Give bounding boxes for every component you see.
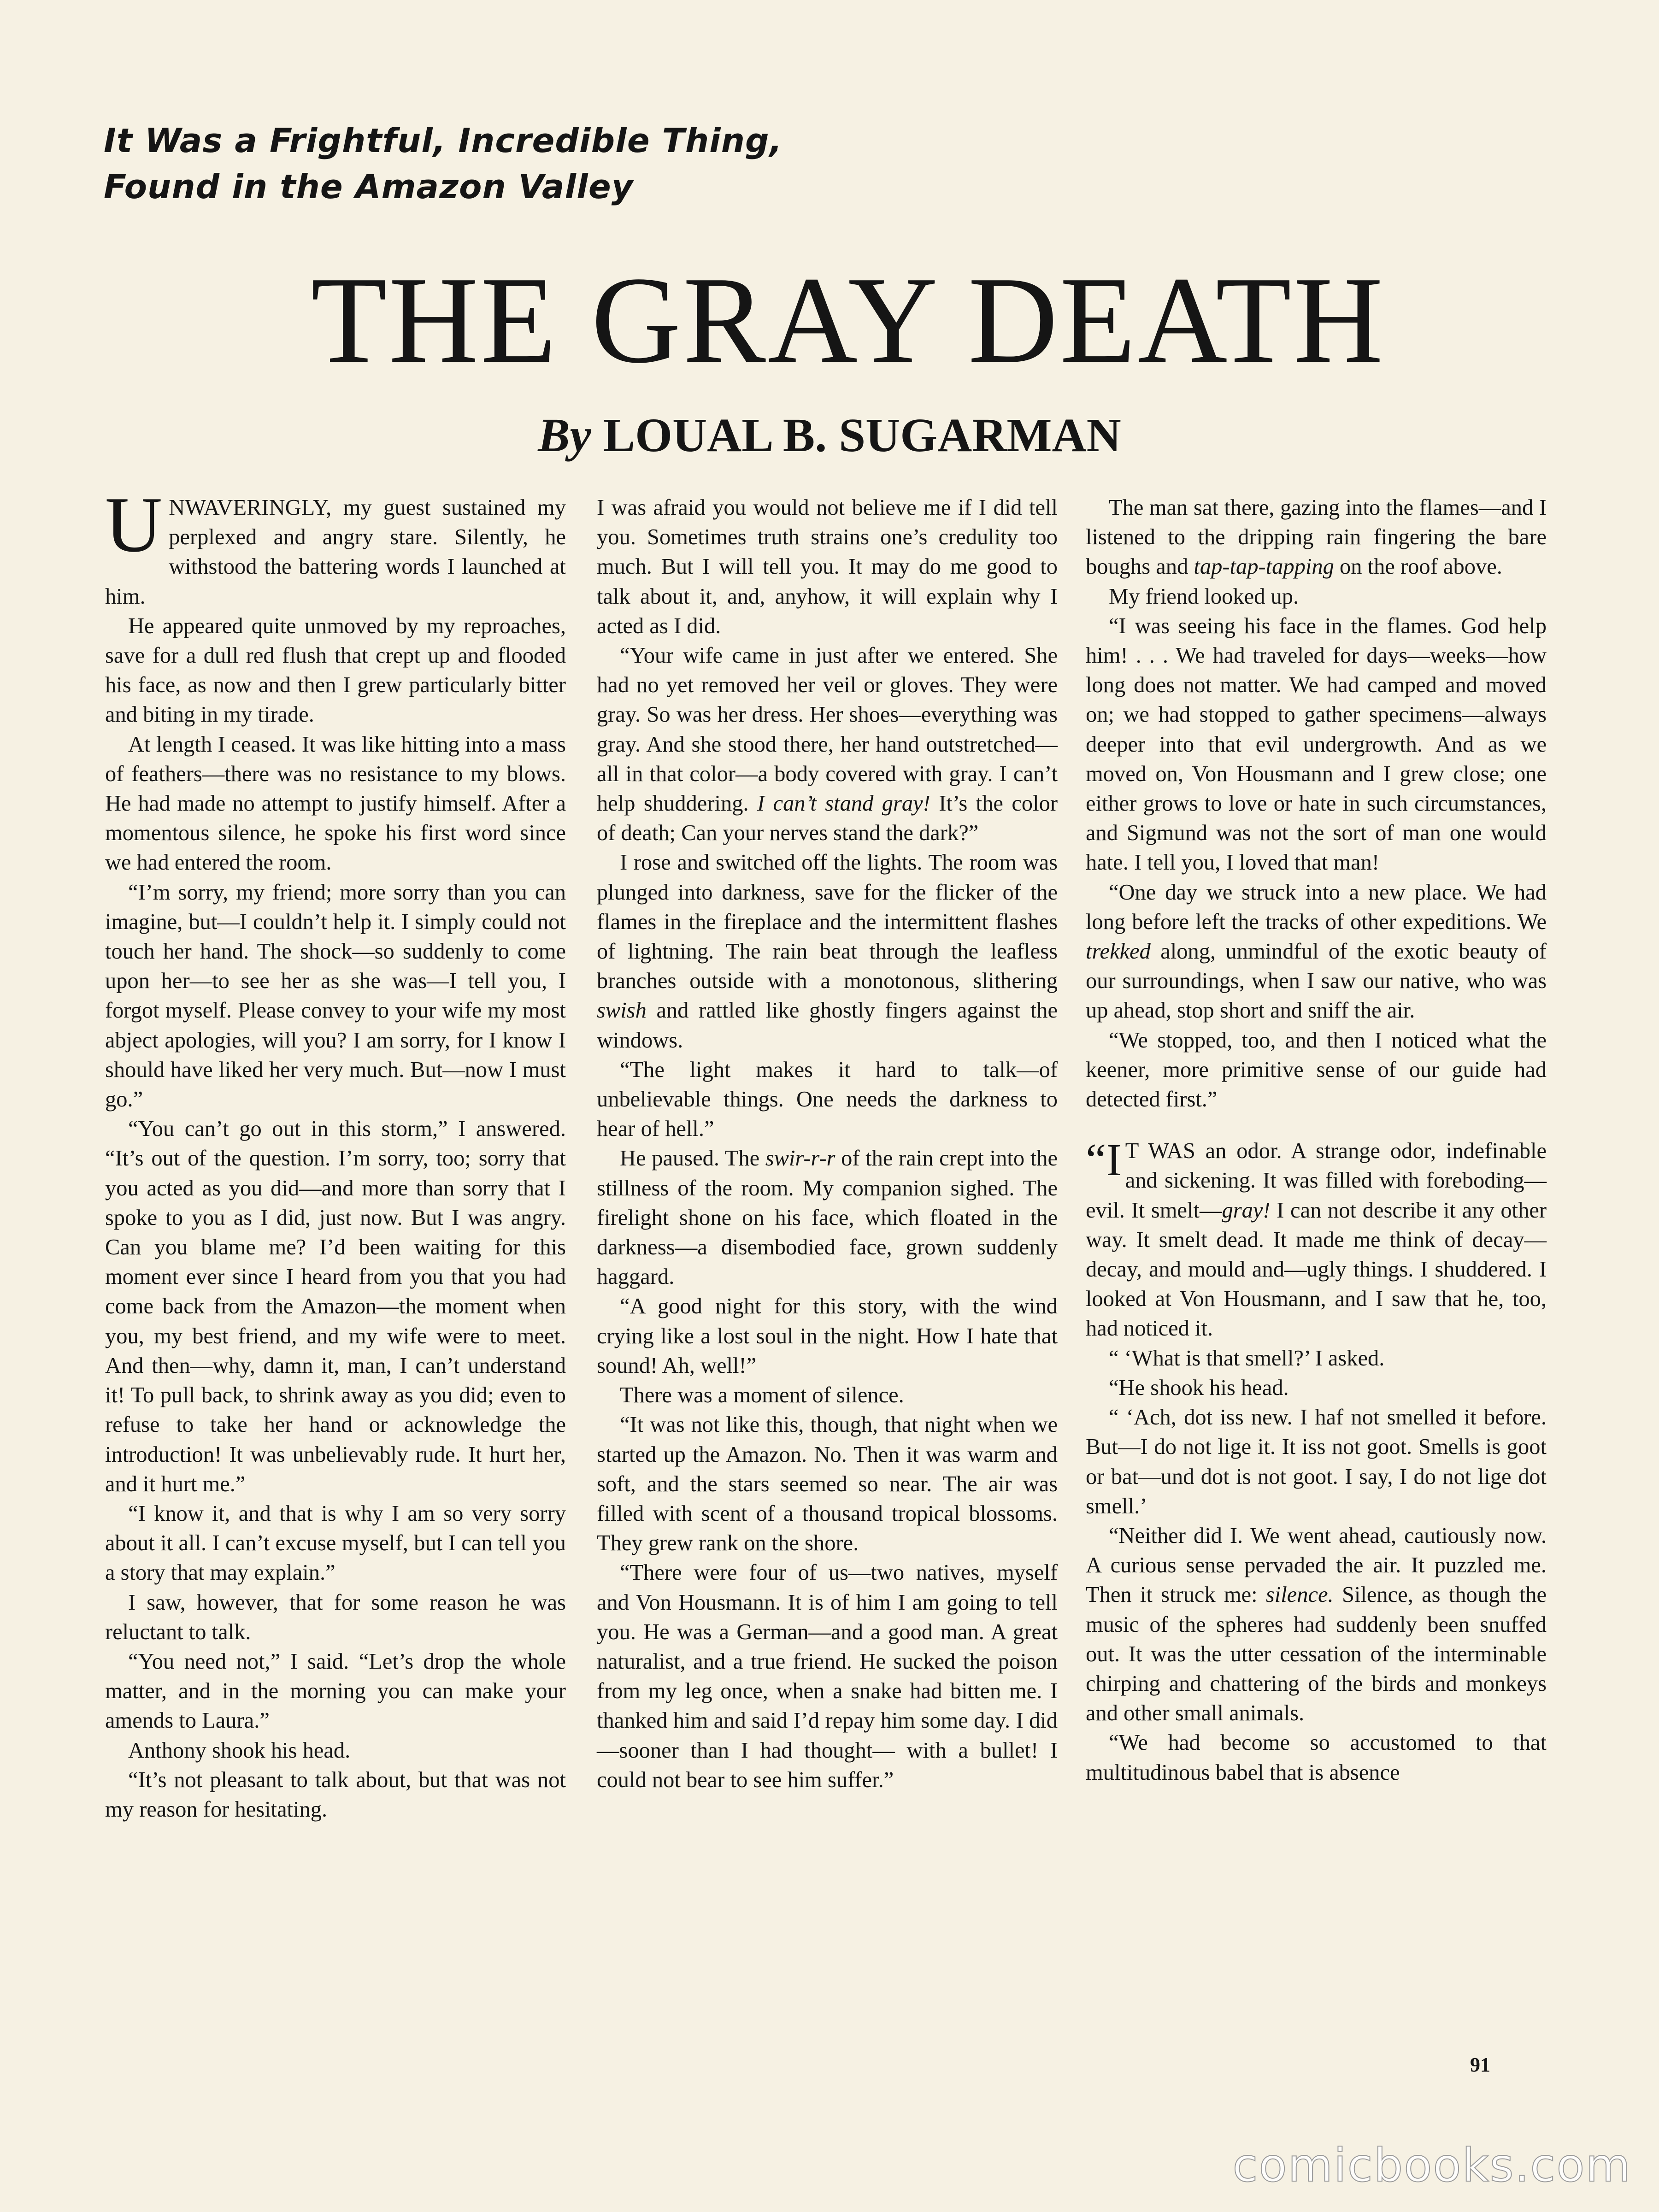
paragraph-text: The man sat there, gazing into the flames—and I listened to the dripping rain fingering the bare boughs and	[1086, 495, 1547, 579]
paragraph-text: T WAS an odor. A strange odor, indefinable and sickening. It was filled with foreboding—evil. It smelt—	[1086, 1139, 1547, 1223]
paragraph: Anthony shook his head.	[128, 1738, 351, 1763]
emphasis-text: silence.	[1265, 1583, 1334, 1607]
byline	[415, 406, 1244, 465]
paragraph: I saw, however, that for some reason he was reluctant to talk.	[105, 1590, 566, 1644]
paragraph-text: He paused. The	[620, 1146, 765, 1171]
paragraph	[1086, 1521, 1547, 1728]
drop-cap: “I	[1086, 1134, 1122, 1186]
paragraph: “He shook his head.	[1109, 1375, 1289, 1400]
paragraph: I was afraid you would not believe me if I did tell you. Sometimes truth strains one’s credulity too much. But I will tell you. It may do me good to talk about it, and, anyhow, it will explain why I acted as I did.	[597, 495, 1058, 638]
paragraph: “ ‘What is that smell?’ I asked.	[1109, 1346, 1385, 1371]
paragraph-text: “Neither did I. We went ahead, cautiously now. A curious sense pervaded the air. It puzzled me. Then it struck me:	[1086, 1523, 1547, 1607]
emphasis-text: swir-r-r	[765, 1146, 835, 1171]
paragraph-text: I rose and switched off the lights. The room was plunged into darkness, save for the flicker of the flames in the fireplace and the intermittent flashes of lightning. The rain beat through the leafless branches outside with a monotonous, slithering	[597, 850, 1058, 994]
paragraph: “A good night for this story, with the wind crying like a lost soul in the night. How I hate that sound! Ah, well!”	[597, 1294, 1058, 1378]
emphasis-text: tap-tap-tapping	[1194, 554, 1334, 579]
paragraph: “I was seeing his face in the flames. God help him! . . . We had traveled for days—weeks—how long does not matter. We had camped and moved on; we had stopped to gather specimens—always deeper into that evil undergrowth. And as we moved on, Von Housmann and I grew close; one either grows to love or hate in such circumstances, and Sigmund was not the sort of man one would hate. I tell you, I loved that man!	[1086, 613, 1547, 875]
paragraph	[597, 1144, 1058, 1292]
paragraph-text: I can not describe it any other way. It smelt dead. It made me think of decay—decay, and mould and—ugly things. I shuddered. I looked at Von Housmann, and I saw that he, too, had noticed it.	[1086, 1198, 1547, 1341]
paragraph-text: “One day we struck into a new place. We had long before left the tracks of other expeditions. We	[1086, 880, 1547, 934]
page-number: 91	[1470, 2053, 1490, 2076]
paragraph: There was a moment of silence.	[620, 1383, 904, 1408]
byline-author: LOUAL B. SUGARMAN	[603, 409, 1121, 462]
paragraph: He appeared quite unmoved by my reproaches, save for a dull red flush that crept up and flooded his face, as now and then I grew particularly bitter and biting in my tirade.	[105, 613, 566, 727]
paragraph	[597, 641, 1058, 848]
emphasis-text: trekked	[1086, 939, 1151, 964]
paragraph-text: on the roof above.	[1334, 554, 1502, 579]
paragraph	[1086, 1136, 1547, 1343]
paragraph: “You can’t go out in this storm,” I answered. “It’s out of the question. I’m sorry, too; sorry that you acted as you did—and more than sorry that I spoke to you as I did, just now. But I was angry. Can you blame me? I’d been waiting for this moment ever since I heard from you that you had come back from the Amazon—the moment when you, my best friend, and my wife were to meet. And then—why, damn it, man, I can’t understand it! To pull back, to shrink away as you did; even to refuse to take her hand or acknowledge the introduction! It was unbelievably rude. It hurt her, and it hurt me.”	[105, 1117, 566, 1496]
paragraph: “We stopped, too, and then I noticed what the keener, more primitive sense of our guide had detected first.”	[1086, 1028, 1547, 1112]
emphasis-text: gray!	[1222, 1198, 1271, 1223]
kicker-line-1: It Was a Frightful, Incredible Thing,	[104, 121, 782, 160]
paragraph	[597, 848, 1058, 1055]
kicker-line-2: Found in the Amazon Valley	[104, 167, 634, 206]
paragraph	[105, 481, 566, 612]
paragraph-text: and rattled like ghostly fingers against the windows.	[597, 998, 1058, 1053]
text-column-2	[597, 493, 1058, 1795]
paragraph-text: It’s the color of death; Can your nerves stand the dark?”	[597, 791, 1058, 846]
paragraph: “You need not,” I said. “Let’s drop the whole matter, and in the morning you can make your amends to Laura.”	[105, 1649, 566, 1733]
paragraph: “ ‘Ach, dot iss new. I haf not smelled it before. But—I do not lige it. It iss not goot. Smells is goot or bat—und dot is not goot. I say, I do not lige dot smell.’	[1086, 1405, 1547, 1518]
paragraph-text: NWAVERINGLY, my guest sustained my perplexed and angry stare. Silently, he withstood the battering words I launched at him.	[105, 495, 566, 609]
paragraph-text: of the rain crept into the stillness of the room. My companion sighed. The firelight shone on his face, which floated in the darkness—a disembodied face, grown suddenly haggard.	[597, 1146, 1058, 1289]
emphasis-text: I can’t stand gray!	[757, 791, 930, 816]
paragraph: At length I ceased. It was like hitting into a mass of feathers—there was no resistance to my blows. He had made no attempt to justify himself. After a momentous silence, he spoke his first word since we had entered the room.	[105, 732, 566, 875]
text-column-3	[1086, 493, 1547, 1788]
paragraph	[1086, 878, 1547, 1026]
paragraph: My friend looked up.	[1109, 584, 1299, 609]
drop-cap: U	[105, 481, 163, 569]
paragraph: “It was not like this, though, that night when we started up the Amazon. No. Then it was warm and soft, and the stars seemed so near. The air was filled with scent of a thousand tropical blossoms. They grew rank on the shore.	[597, 1412, 1058, 1556]
paragraph-text: along, unmindful of the exotic beauty of our surroundings, when I saw our native, who was up ahead, stop short and sniff the air.	[1086, 939, 1547, 1023]
watermark: comicbooks.com	[1232, 2138, 1631, 2192]
paragraph: “We had become so accustomed to that multitudinous babel that is absence	[1086, 1730, 1547, 1785]
paragraph: “It’s not pleasant to talk about, but that was not my reason for hesitating.	[105, 1767, 566, 1822]
text-column-1	[105, 481, 566, 1824]
paragraph: “The light makes it hard to talk—of unbelievable things. One needs the darkness to hear of hell.”	[597, 1057, 1058, 1141]
paragraph	[1086, 493, 1547, 582]
byline-by: By	[538, 409, 591, 462]
paragraph-text: Silence, as though the music of the spheres had suddenly been snuffed out. It was the utter cessation of the interminable chirping and chattering of the birds and monkeys and other small animals.	[1086, 1583, 1547, 1726]
story-title: THE GRAY DEATH	[311, 251, 1385, 389]
paragraph: “I’m sorry, my friend; more sorry than you can imagine, but—I couldn’t help it. I simply could not touch her hand. The shock—so suddenly to come upon her—to see her as she was—I tell you, I forgot myself. Please convey to your wife my most abject apologies, will you? I am sorry, for I know I should have liked her very much. But—now I must go.”	[105, 880, 566, 1112]
paragraph-text: “Your wife came in just after we entered. She had no yet removed her veil or gloves. They were gray. So was her dress. Her shoes—everything was gray. And she stood there, her hand outstretched—all in that color—a body covered with gray. I can’t help shuddering.	[597, 643, 1058, 816]
emphasis-text: swish	[597, 998, 647, 1023]
paragraph: “There were four of us—two natives, myself and Von Housmann. It is of him I am going to tell you. He was a German—and a good man. A great naturalist, and a true friend. He sucked the poison from my leg once, when a snake had bitten me. I thanked him and said I’d repay him some day. I did—sooner than I had thought— with a bullet! I could not bear to see him suffer.”	[597, 1560, 1058, 1792]
paragraph: “I know it, and that is why I am so very sorry about it all. I can’t excuse myself, but I can tell you a story that may explain.”	[105, 1501, 566, 1585]
kicker-blurb	[104, 118, 1025, 210]
